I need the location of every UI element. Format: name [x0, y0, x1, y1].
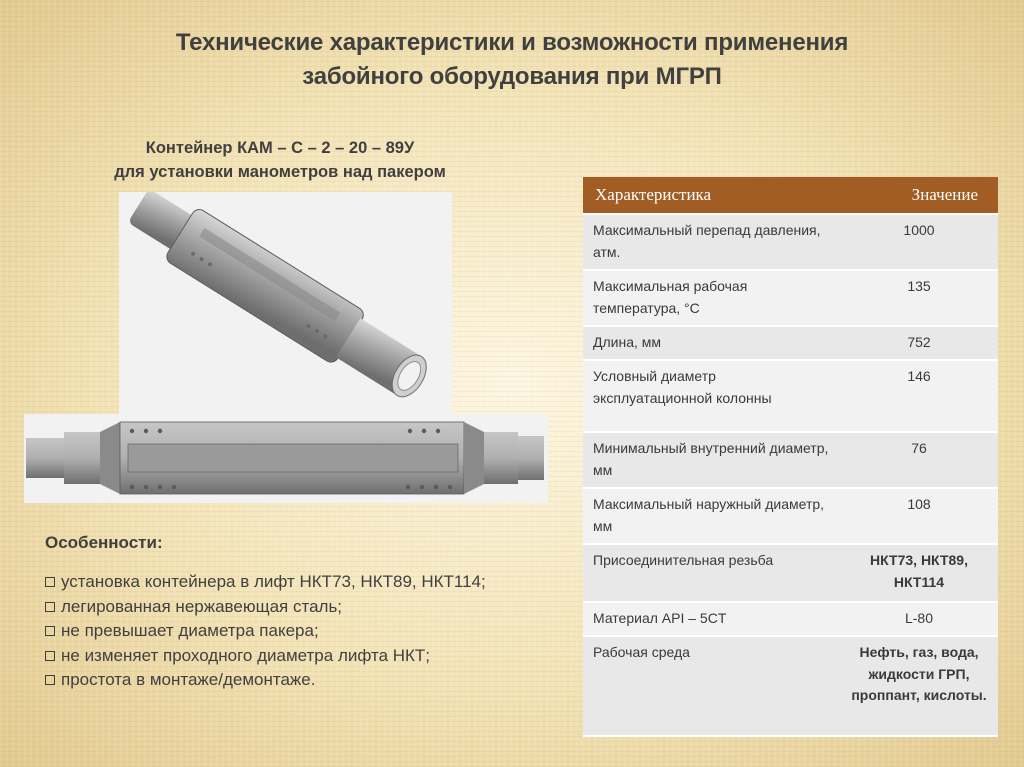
table-row — [583, 602, 998, 636]
list-item — [45, 668, 486, 693]
column-header-value: Значение — [840, 177, 998, 214]
feature-text: легированная нержавеющая сталь; — [61, 596, 343, 616]
cell-value: НКТ73, НКТ89, НКТ114 — [840, 544, 998, 602]
table-row — [583, 214, 998, 270]
table-row — [583, 432, 998, 488]
cell-characteristic: Минимальный внутренний диаметр, мм — [583, 432, 840, 488]
slide-title — [0, 26, 1024, 94]
checkbox-bullet-icon — [45, 577, 55, 587]
table-row — [583, 270, 998, 326]
feature-text: не превышает диаметра пакера; — [61, 621, 319, 640]
feature-text: простота в монтаже/демонтаже. — [61, 670, 316, 689]
cell-value: 146 — [840, 360, 998, 432]
cell-value: 135 — [840, 270, 998, 326]
product-subtitle — [90, 136, 470, 184]
container-photo-isometric — [119, 192, 452, 414]
cell-value: 1000 — [840, 214, 998, 270]
cell-value: L-80 — [840, 602, 998, 636]
cell-characteristic: Максимальная рабочая температура, °С — [583, 270, 840, 326]
checkbox-bullet-icon — [45, 675, 55, 685]
table-row — [583, 360, 998, 432]
list-item — [45, 619, 486, 644]
cell-value: 752 — [840, 326, 998, 360]
specifications-table — [583, 177, 998, 737]
features-heading: Особенности: — [45, 533, 163, 552]
features-list — [45, 570, 486, 693]
cell-characteristic: Рабочая среда — [583, 636, 840, 736]
cell-characteristic: Условный диаметр эксплуатационной колонны — [583, 360, 840, 432]
cell-characteristic: Максимальный наружный диаметр, мм — [583, 488, 840, 544]
cell-characteristic: Максимальный перепад давления, атм. — [583, 214, 840, 270]
container-photo-side — [24, 414, 548, 503]
table-row — [583, 636, 998, 736]
cell-characteristic: Присоединительная резьба — [583, 544, 840, 602]
table-header-row — [583, 177, 998, 214]
cell-value: 108 — [840, 488, 998, 544]
cell-value: Нефть, газ, вода, жидкости ГРП, проппант, кислоты. — [840, 636, 998, 736]
cell-characteristic: Длина, мм — [583, 326, 840, 360]
feature-text: не изменяет проходного диаметра лифта НКТ; — [61, 645, 431, 665]
feature-text: установка контейнера в лифт НКТ73, НКТ89, НКТ114; — [61, 572, 486, 591]
checkbox-bullet-icon — [45, 626, 55, 636]
product-name: Контейнер КАМ – С – 2 – 20 – 89У — [145, 139, 415, 157]
table-row — [583, 326, 998, 360]
table-row — [583, 488, 998, 544]
slide-title-line2: забойного оборудования при МГРП — [302, 63, 722, 90]
cell-characteristic: Материал API – 5CT — [583, 602, 840, 636]
slide-title-line1: Технические характеристики и возможности применения — [175, 29, 849, 56]
checkbox-bullet-icon — [45, 651, 55, 661]
column-header-characteristic: Характеристика — [583, 177, 840, 214]
checkbox-bullet-icon — [45, 602, 55, 612]
list-item — [45, 570, 486, 595]
product-purpose: для установки манометров над пакером — [114, 163, 446, 181]
list-item — [45, 595, 486, 620]
cell-value: 76 — [840, 432, 998, 488]
list-item — [45, 644, 486, 669]
table-row — [583, 544, 998, 602]
